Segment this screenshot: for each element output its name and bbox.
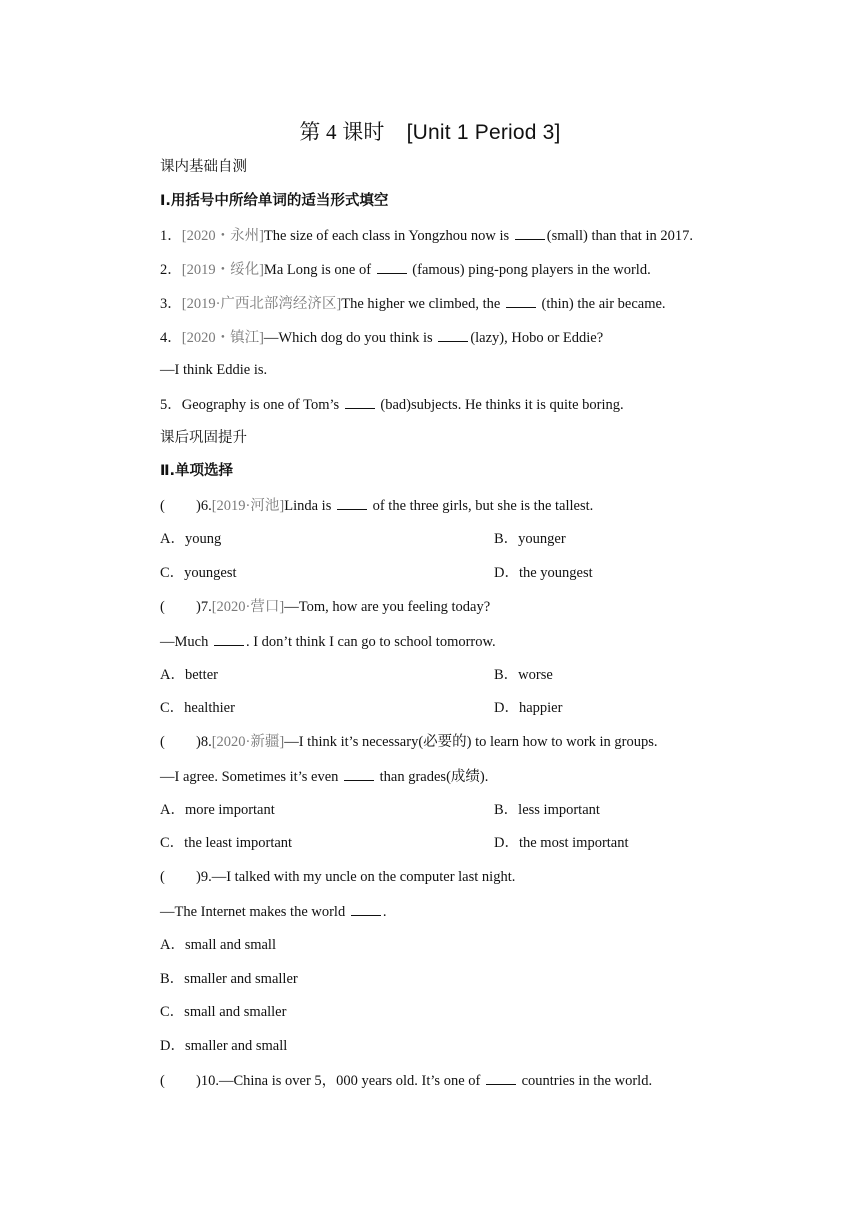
q9-option-d[interactable]: D．smaller and small <box>160 1038 288 1054</box>
q8-option-b[interactable]: B．less important <box>494 802 600 818</box>
section-heading-1: 课内基础自测 <box>160 159 247 175</box>
answer-blank[interactable] <box>351 902 381 916</box>
question-8: ( )8.[2020·新疆]—I think it’s necessary(必要的) to learn how to work in groups. <box>160 734 658 750</box>
answer-blank[interactable] <box>337 496 367 510</box>
q6-option-b[interactable]: B．younger <box>494 531 566 547</box>
page-title <box>0 116 860 146</box>
question-7-line-2: —Much . I don’t think I can go to school tomorrow. <box>160 634 496 650</box>
q6-option-c[interactable]: C．youngest <box>160 565 237 581</box>
q9-option-a[interactable]: A．small and small <box>160 937 276 953</box>
answer-blank[interactable] <box>214 632 244 646</box>
question-9-line-2: —The Internet makes the world . <box>160 904 387 920</box>
question-2: 2．[2019・绥化]Ma Long is one of (famous) ping-pong players in the world. <box>160 262 651 278</box>
question-4-answer: —I think Eddie is. <box>160 362 268 378</box>
q9-option-b[interactable]: B．smaller and smaller <box>160 971 298 987</box>
answer-blank[interactable] <box>486 1071 516 1085</box>
section-heading-2: 课后巩固提升 <box>160 430 247 446</box>
answer-blank[interactable] <box>515 226 545 240</box>
question-3: 3．[2019·广西北部湾经济区]The higher we climbed, the (thin) the air became. <box>160 296 666 312</box>
q8-option-a[interactable]: A．more important <box>160 802 275 818</box>
question-10: ( )10.—China is over 5，000 years old. It’s one of countries in the world. <box>160 1073 653 1089</box>
answer-blank[interactable] <box>345 395 375 409</box>
part1-heading: Ⅰ.用括号中所给单词的适当形式填空 <box>160 193 389 209</box>
question-7: ( )7.[2020·营口]—Tom, how are you feeling today? <box>160 599 491 615</box>
q8-option-c[interactable]: C．the least important <box>160 835 293 851</box>
answer-blank[interactable] <box>438 328 468 342</box>
answer-blank[interactable] <box>344 767 374 781</box>
q6-option-a[interactable]: A．young <box>160 531 222 547</box>
question-1: 1．[2020・永州]The size of each class in Yongzhou now is (small) than that in 2017. <box>160 228 693 244</box>
question-9: ( )9.—I talked with my uncle on the computer last night. <box>160 869 516 885</box>
q6-option-d[interactable]: D．the youngest <box>494 565 593 581</box>
q8-option-d[interactable]: D．the most important <box>494 835 629 851</box>
q9-option-c[interactable]: C．small and smaller <box>160 1004 287 1020</box>
question-4: 4．[2020・镇江]—Which dog do you think is (lazy), Hobo or Eddie? <box>160 330 604 346</box>
q7-option-a[interactable]: A．better <box>160 667 218 683</box>
q7-option-c[interactable]: C．healthier <box>160 700 235 716</box>
answer-blank[interactable] <box>377 260 407 274</box>
q7-option-d[interactable]: D．happier <box>494 700 563 716</box>
q7-option-b[interactable]: B．worse <box>494 667 553 683</box>
question-5: 5．Geography is one of Tom’s (bad)subjects. He thinks it is quite boring. <box>160 397 624 413</box>
title-english: [Unit 1 Period 3] <box>406 121 561 144</box>
answer-blank[interactable] <box>506 294 536 308</box>
part2-heading: Ⅱ.单项选择 <box>160 463 234 479</box>
question-6: ( )6.[2019·河池]Linda is of the three girls, but she is the tallest. <box>160 498 594 514</box>
title-chinese: 第 4 课时 <box>299 120 385 144</box>
question-8-line-2: —I agree. Sometimes it’s even than grades(成绩). <box>160 769 489 785</box>
